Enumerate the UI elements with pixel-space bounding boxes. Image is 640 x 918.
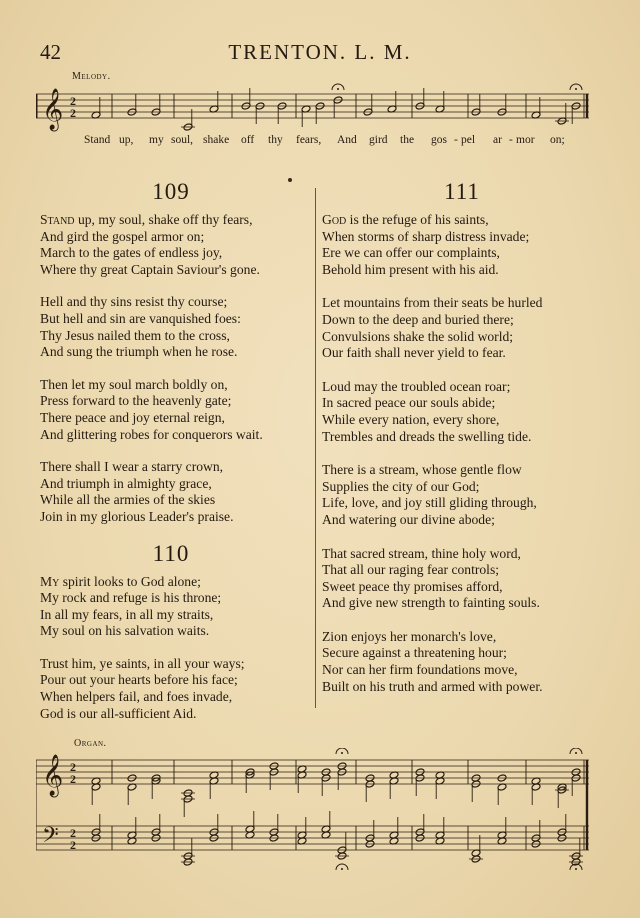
lyric-syllable: my [149, 134, 164, 146]
print-speck [288, 178, 292, 182]
column-divider [315, 188, 316, 708]
verse-line: And gird the gospel armor on; [40, 228, 205, 244]
lyric-syllable: off [241, 134, 255, 146]
verse-line: Zion enjoys her monarch's love, [322, 628, 497, 644]
verse-line: There is a stream, whose gentle flow [322, 462, 522, 478]
verse-line: Thy Jesus nailed them to the cross, [40, 327, 230, 343]
lyric-syllable: pel [461, 134, 476, 146]
stanza [40, 294, 302, 360]
left-column [40, 178, 302, 722]
melody-label: Melody. [72, 71, 111, 82]
hymn-111 [322, 212, 602, 695]
stanza [40, 656, 302, 722]
organ-label: Organ. [74, 738, 107, 749]
verse-line: In sacred peace our souls abide; [322, 395, 496, 411]
verse-line: Secure against a threatening hour; [322, 645, 507, 661]
verse-line: And watering our divine abode; [322, 511, 495, 527]
verse-line: That sacred stream, thine holy word, [322, 545, 521, 561]
verse-line: My soul on his salvation waits. [40, 623, 210, 639]
time-signature: 2 [70, 838, 76, 852]
verse-line: There peace and joy eternal reign, [40, 409, 225, 425]
hymn-number: 111 [444, 179, 480, 204]
time-signature: 2 [70, 772, 76, 786]
verse-line: While all the armies of the skies [40, 492, 216, 508]
hymn-110 [40, 574, 302, 723]
verse-line: Ere we can offer our complaints, [322, 245, 500, 261]
stanza [322, 629, 602, 695]
lyric-syllable: - [509, 134, 513, 146]
lyric-syllable: up, [119, 134, 134, 146]
verse-line: And glittering robes for conquerors wait. [40, 426, 263, 442]
verse-line: Hell and thy sins resist thy course; [40, 294, 228, 310]
fermata-dot [341, 868, 343, 870]
tune-title: TRENTON. L. M. [228, 40, 412, 64]
time-signature: 2 [70, 94, 76, 108]
verse-line: Convulsions shake the solid world; [322, 328, 514, 344]
lyric-syllable: Stand [84, 134, 111, 146]
verse-line: Our faith shall never yield to fear. [322, 345, 506, 361]
verse-line: Join in my glorious Leader's praise. [40, 508, 234, 524]
verse-line: Trust him, ye saints, in all your ways; [40, 655, 245, 671]
verse-line [40, 212, 302, 229]
stanza [322, 462, 602, 528]
initial-word: My [40, 573, 60, 589]
hymn-number: 109 [152, 179, 190, 204]
lyric-syllable: - [454, 134, 458, 146]
verse-line: Where thy great Captain Saviour's gone. [40, 261, 260, 277]
verse-line: Life, love, and joy still gliding through, [322, 495, 537, 511]
fermata-dot [575, 752, 577, 754]
verse-line: Pour out your hearts before his face; [40, 672, 238, 688]
fermata-dot [341, 752, 343, 754]
initial-word: Stand [40, 212, 75, 227]
verse-line: In all my fears, in all my straits, [40, 606, 214, 622]
melody-lyrics [0, 134, 640, 150]
lyric-syllable: on; [550, 134, 565, 146]
verse-line: Press forward to the heavenly gate; [40, 393, 232, 409]
time-signature: 2 [70, 826, 76, 840]
verse-line: And triumph in almighty grace, [40, 475, 212, 491]
stanza [40, 459, 302, 525]
line-text: is the refuge of his saints, [346, 212, 489, 227]
verse-line: March to the gates of endless joy, [40, 245, 223, 261]
lyric-syllable: fears, [296, 134, 322, 146]
organ-score [36, 748, 592, 908]
verse-line: Loud may the troubled ocean roar; [322, 378, 511, 394]
hymn-number: 110 [152, 540, 190, 566]
treble-clef-icon: 𝄞 [42, 755, 64, 796]
verse-line: Sweet peace thy promises afford, [322, 578, 503, 594]
initial-word: God [322, 212, 347, 227]
verse-line: When helpers fail, and foes invade, [40, 689, 233, 705]
fermata-dot [575, 88, 577, 90]
verse-line: Down to the deep and buried there; [322, 311, 514, 327]
right-column [322, 178, 602, 695]
verse-line: My rock and refuge is his throne; [40, 590, 222, 606]
stanza [322, 546, 602, 612]
treble-clef-icon: 𝄞 [42, 89, 64, 130]
fermata-dot [575, 868, 577, 870]
verse-line: Then let my soul march boldly on, [40, 376, 228, 392]
verse-line: While every nation, every shore, [322, 411, 500, 427]
lyric-syllable: thy [268, 134, 283, 146]
verse-line: When storms of sharp distress invade; [322, 228, 530, 244]
verse-line: And give new strength to fainting souls. [322, 595, 540, 611]
stanza [322, 379, 602, 445]
lyric-syllable: soul, [171, 134, 194, 146]
hymn-109 [40, 212, 302, 526]
verse-line: Supplies the city of our God; [322, 478, 480, 494]
time-signature: 2 [70, 106, 76, 120]
lyric-syllable: the [400, 134, 415, 146]
page-number: 42 [40, 40, 61, 64]
lyric-syllable: ar [493, 134, 502, 146]
lyric-syllable: mor [516, 134, 535, 146]
verse-line: Let mountains from their seats be hurled [322, 295, 543, 311]
verse-line: But hell and sin are vanquished foes: [40, 310, 241, 326]
verse-line [322, 212, 602, 229]
time-signature: 2 [70, 760, 76, 774]
stanza [40, 574, 302, 640]
verse-line: Built on his truth and armed with power. [322, 678, 543, 694]
lyric-syllable: gird [369, 134, 388, 146]
verse-line: Nor can her firm foundations move, [322, 662, 518, 678]
lyric-syllable: shake [203, 134, 230, 146]
verse-line: And sung the triumph when he rose. [40, 344, 238, 360]
line-text: up, my soul, shake off thy fears, [74, 212, 253, 227]
verse-line [40, 574, 302, 591]
stanza [322, 212, 602, 278]
line-text: spirit looks to God alone; [59, 573, 201, 589]
stanza [322, 295, 602, 361]
lyric-syllable: And [337, 134, 357, 146]
verse-line: There shall I wear a starry crown, [40, 459, 224, 475]
stanza [40, 377, 302, 443]
stanza [40, 212, 302, 278]
fermata-dot [337, 88, 339, 90]
verse-line: Behold him present with his aid. [322, 261, 499, 277]
bass-clef-icon: 𝄢 [42, 823, 59, 853]
verse-line: Trembles and dreads the swelling tide. [322, 428, 532, 444]
melody-staff [36, 82, 592, 132]
verse-line: God is our all-sufficient Aid. [40, 705, 197, 721]
verse-line: That all our raging fear controls; [322, 562, 500, 578]
lyric-syllable: gos [431, 134, 447, 146]
